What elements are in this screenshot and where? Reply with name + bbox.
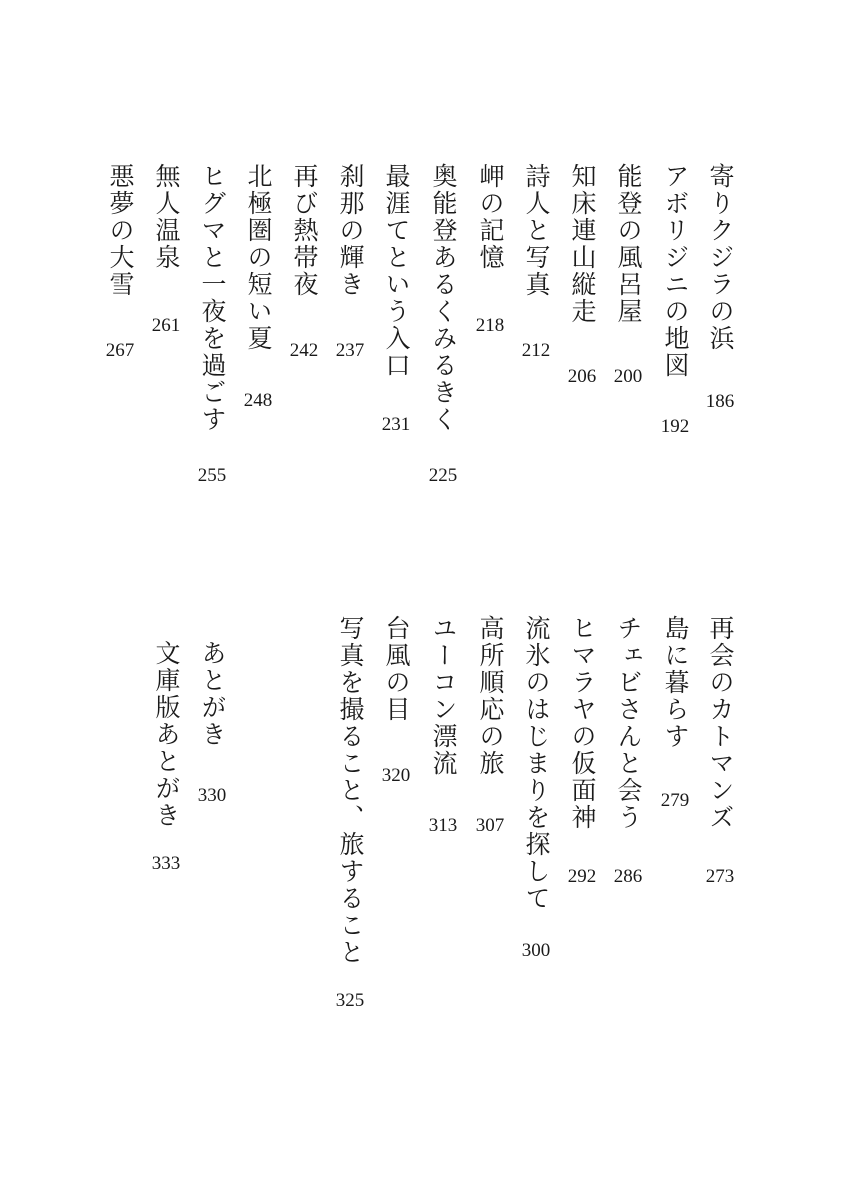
entry-title: 知床連山縦走 xyxy=(568,163,597,325)
entry-page-number: 292 xyxy=(567,866,597,887)
entry-title: 詩人と写真 xyxy=(522,163,551,298)
entry-page-number: 307 xyxy=(475,815,505,836)
entry-title: 悪夢の大雪 xyxy=(106,163,135,298)
entry-page-number: 320 xyxy=(381,765,411,786)
entry-title: 再会のカトマンズ xyxy=(706,615,735,831)
entry-page-number: 200 xyxy=(613,366,643,387)
entry-title: ヒグマと一夜を過ごす xyxy=(198,163,227,433)
entry-title: 再び熱帯夜 xyxy=(290,163,319,298)
entry-title: 流氷のはじまりを探して xyxy=(522,615,551,912)
entry-title: 台風の目 xyxy=(382,615,411,723)
entry-page-number: 330 xyxy=(197,785,227,806)
entry-title: チェビさんと会う xyxy=(614,615,643,831)
entry-title: 寄りクジラの浜 xyxy=(706,163,735,352)
entry-page-number: 242 xyxy=(289,340,319,361)
entry-page-number: 186 xyxy=(705,391,735,412)
entry-page-number: 206 xyxy=(567,366,597,387)
entry-page-number: 325 xyxy=(335,990,365,1011)
entry-title: 無人温泉 xyxy=(152,163,181,271)
entry-title: 岬の記憶 xyxy=(476,163,505,271)
entry-title: ヒマラヤの仮面神 xyxy=(568,615,597,831)
entry-title: 能登の風呂屋 xyxy=(614,163,643,325)
entry-title: 北極圏の短い夏 xyxy=(244,163,273,352)
entry-title: 文庫版あとがき xyxy=(152,640,181,829)
entry-page-number: 313 xyxy=(428,815,458,836)
entry-page-number: 225 xyxy=(428,465,458,486)
entry-title: 奥能登あるくみるきく xyxy=(429,163,458,433)
entry-page-number: 261 xyxy=(151,315,181,336)
entry-page-number: 300 xyxy=(521,940,551,961)
entry-title: アボリジニの地図 xyxy=(661,163,690,379)
entry-title: 刹那の輝き xyxy=(336,163,365,298)
entry-page-number: 212 xyxy=(521,340,551,361)
entry-page-number: 218 xyxy=(475,315,505,336)
entry-page-number: 273 xyxy=(705,866,735,887)
entry-page-number: 231 xyxy=(381,414,411,435)
entry-page-number: 279 xyxy=(660,790,690,811)
entry-title: ユーコン漂流 xyxy=(429,615,458,777)
entry-title: 島に暮らす xyxy=(661,615,690,750)
entry-page-number: 286 xyxy=(613,866,643,887)
entry-page-number: 333 xyxy=(151,853,181,874)
entry-page-number: 248 xyxy=(243,390,273,411)
entry-page-number: 267 xyxy=(105,340,135,361)
entry-page-number: 255 xyxy=(197,465,227,486)
entry-title: 高所順応の旅 xyxy=(476,615,505,777)
entry-page-number: 192 xyxy=(660,416,690,437)
entry-page-number: 237 xyxy=(335,340,365,361)
entry-title: 写真を撮ること、旅すること xyxy=(336,615,365,966)
entry-title: あとがき xyxy=(198,640,227,748)
entry-title: 最涯てという入口 xyxy=(382,163,411,379)
